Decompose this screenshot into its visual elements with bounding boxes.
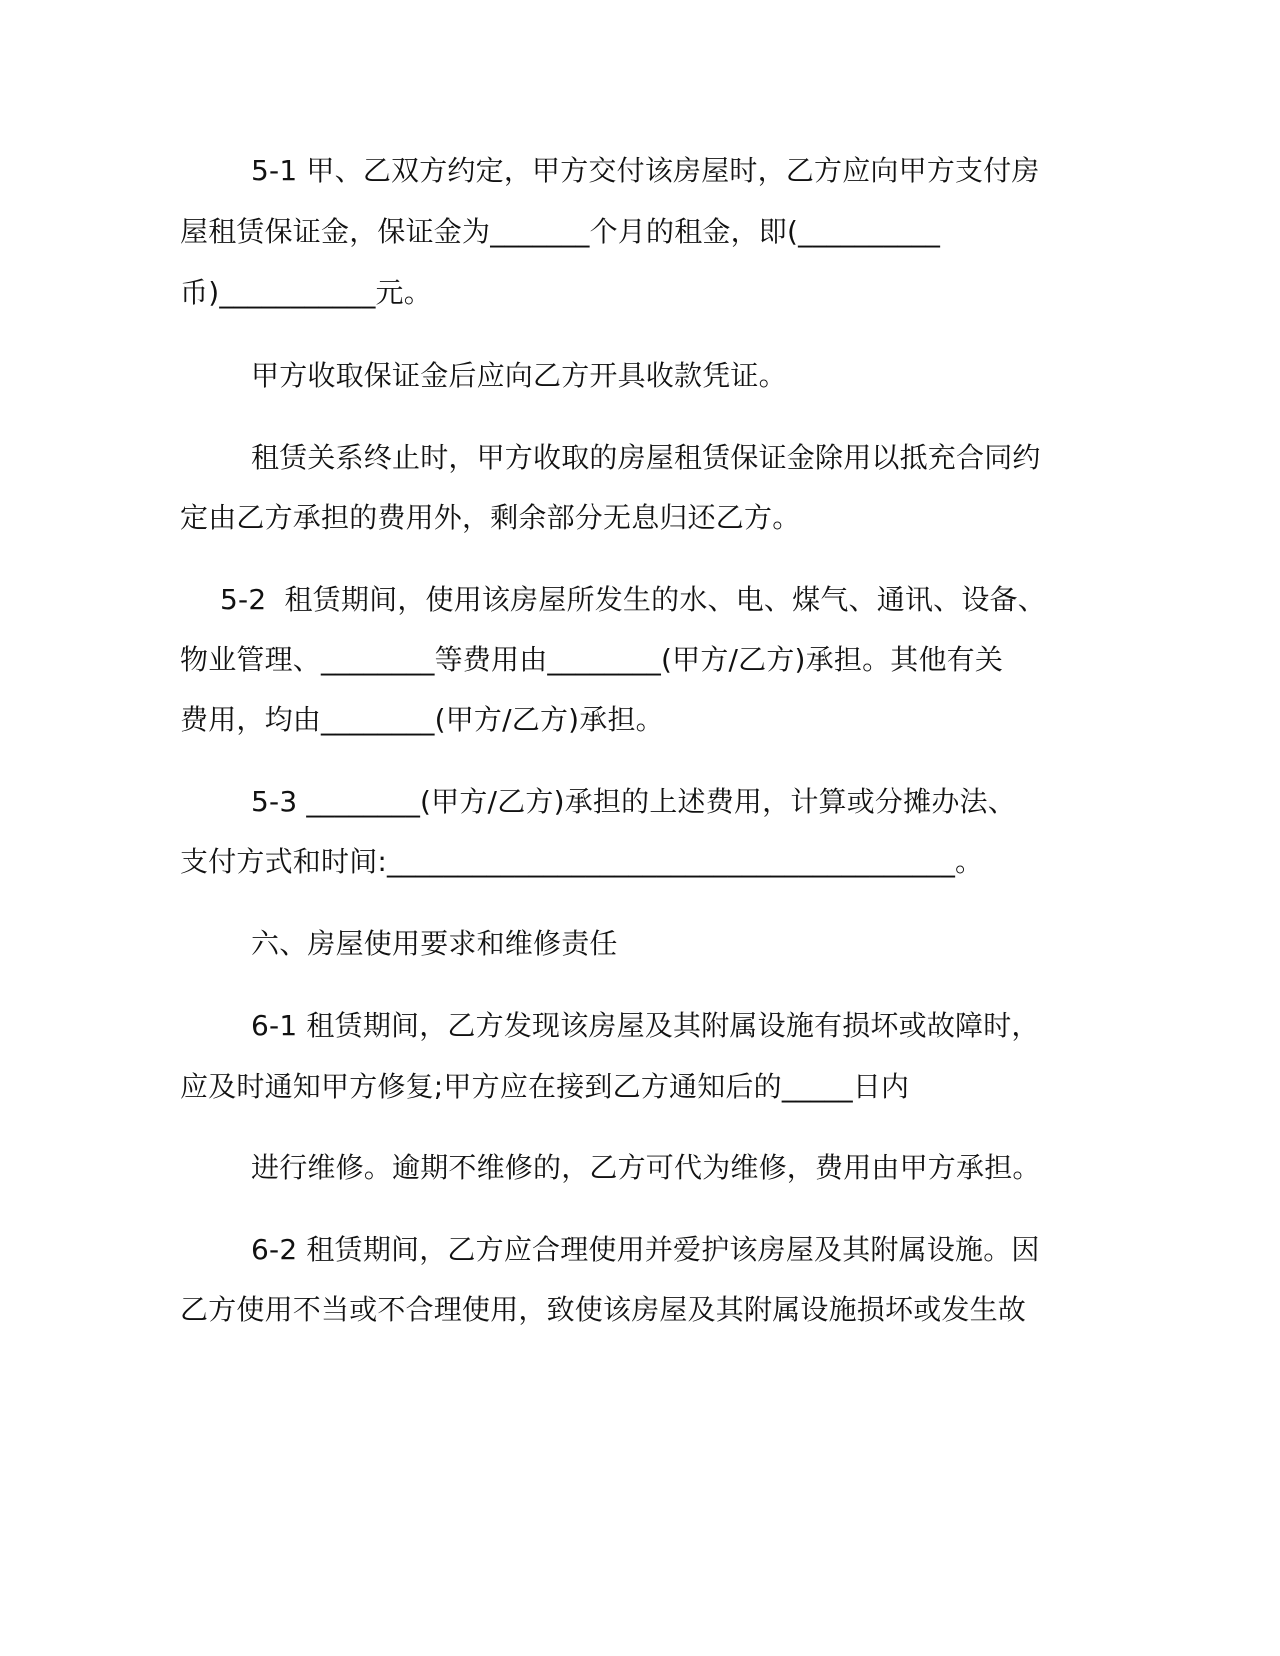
clause-6-1-line-1: 6-1 租赁期间，乙方发现该房屋及其附属设施有损坏或故障时， bbox=[251, 1009, 1040, 1042]
clause-6-2-line-2: 乙方使用不当或不合理使用，致使该房屋及其附属设施损坏或发生故 bbox=[180, 1293, 1027, 1326]
clause-5-3-line-1: 5-3 ________(甲方/乙方)承担的上述费用，计算或分摊办法、 bbox=[251, 785, 1016, 818]
termination-line-1: 租赁关系终止时，甲方收取的房屋租赁保证金除用以抵充合同约 bbox=[251, 441, 1041, 474]
clause-5-2-line-3: 费用，均由________(甲方/乙方)承担。 bbox=[180, 703, 664, 736]
clause-6-2-line-1: 6-2 租赁期间，乙方应合理使用并爱护该房屋及其附属设施。因 bbox=[251, 1233, 1040, 1266]
clause-5-1-line-1: 5-1 甲、乙双方约定，甲方交付该房屋时，乙方应向甲方支付房 bbox=[251, 154, 1040, 187]
termination-line-2: 定由乙方承担的费用外，剩余部分无息归还乙方。 bbox=[180, 501, 801, 534]
clause-5-1-line-2: 屋租赁保证金，保证金为_______个月的租金，即(__________ bbox=[180, 215, 941, 248]
clause-5-3-line-2: 支付方式和时间:________________________________________。 bbox=[180, 845, 984, 878]
clause-5-2-line-2: 物业管理、________等费用由________(甲方/乙方)承担。其他有关 bbox=[180, 643, 1004, 676]
clause-5-1-line-3: 币)___________元。 bbox=[180, 276, 432, 309]
clause-5-2-line-1: 5-2 租赁期间，使用该房屋所发生的水、电、煤气、通讯、设备、 bbox=[220, 583, 1046, 616]
section-6-heading: 六、房屋使用要求和维修责任 bbox=[251, 927, 618, 960]
receipt-line: 甲方收取保证金后应向乙方开具收款凭证。 bbox=[251, 359, 787, 392]
clause-6-1-line-3: 进行维修。逾期不维修的，乙方可代为维修，费用由甲方承担。 bbox=[251, 1151, 1041, 1184]
clause-6-1-line-2: 应及时通知甲方修复;甲方应在接到乙方通知后的_____日内 bbox=[180, 1070, 910, 1103]
